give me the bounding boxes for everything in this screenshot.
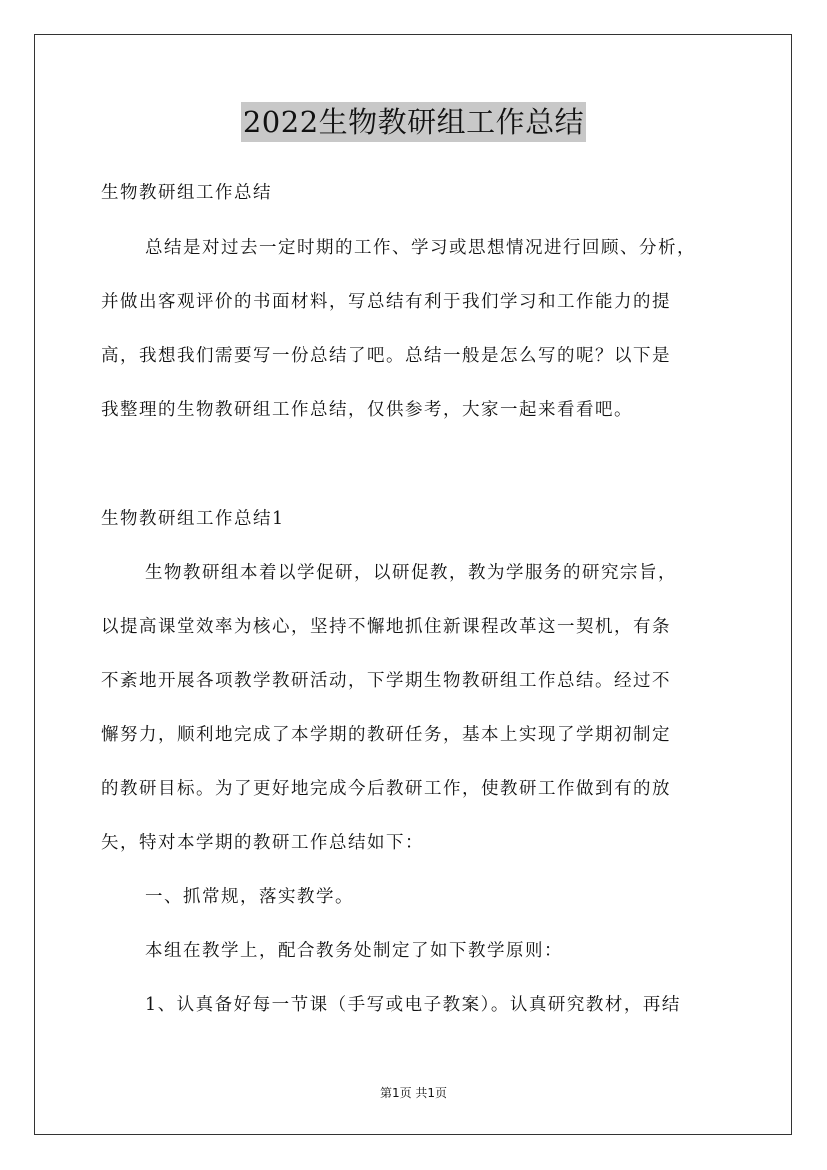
paragraph-line: 矢，特对本学期的教研工作总结如下： [101,833,424,853]
list-item: 1、认真备好每一节课（手写或电子教案）。认真研究教材，再结 [145,995,681,1015]
paragraph-line: 并做出客观评价的书面材料，写总结有利于我们学习和工作能力的提 [101,292,671,312]
paragraph-line: 的教研目标。为了更好地完成今后教研工作，使教研工作做到有的放 [101,779,671,799]
paragraph-line: 懈努力，顺利地完成了本学期的教研任务，基本上实现了学期初制定 [101,725,671,745]
paragraph-line: 总结是对过去一定时期的工作、学习或思想情况进行回顾、分析， [145,238,696,258]
paragraph-line: 我整理的生物教研组工作总结，仅供参考，大家一起来看看吧。 [101,400,633,420]
paragraph-line: 生物教研组本着以学促研，以研促教，教为学服务的研究宗旨， [145,563,677,583]
paragraph-line: 不紊地开展各项教学教研活动，下学期生物教研组工作总结。经过不 [101,671,671,691]
document-title: 2022生物教研组工作总结 [241,102,586,142]
title-container [0,102,827,142]
paragraph-line: 以提高课堂效率为核心，坚持不懈地抓住新课程改革这一契机，有条 [101,617,671,637]
section-heading: 生物教研组工作总结 [101,183,272,203]
subsection-heading: 一、抓常规，落实教学。 [145,887,354,907]
section-heading: 生物教研组工作总结1 [101,509,285,529]
paragraph-line: 高，我想我们需要写一份总结了吧。总结一般是怎么写的呢？以下是 [101,346,671,366]
page-footer: 第1页 共1页 [379,1086,448,1100]
paragraph-line: 本组在教学上，配合教务处制定了如下教学原则： [145,941,563,961]
